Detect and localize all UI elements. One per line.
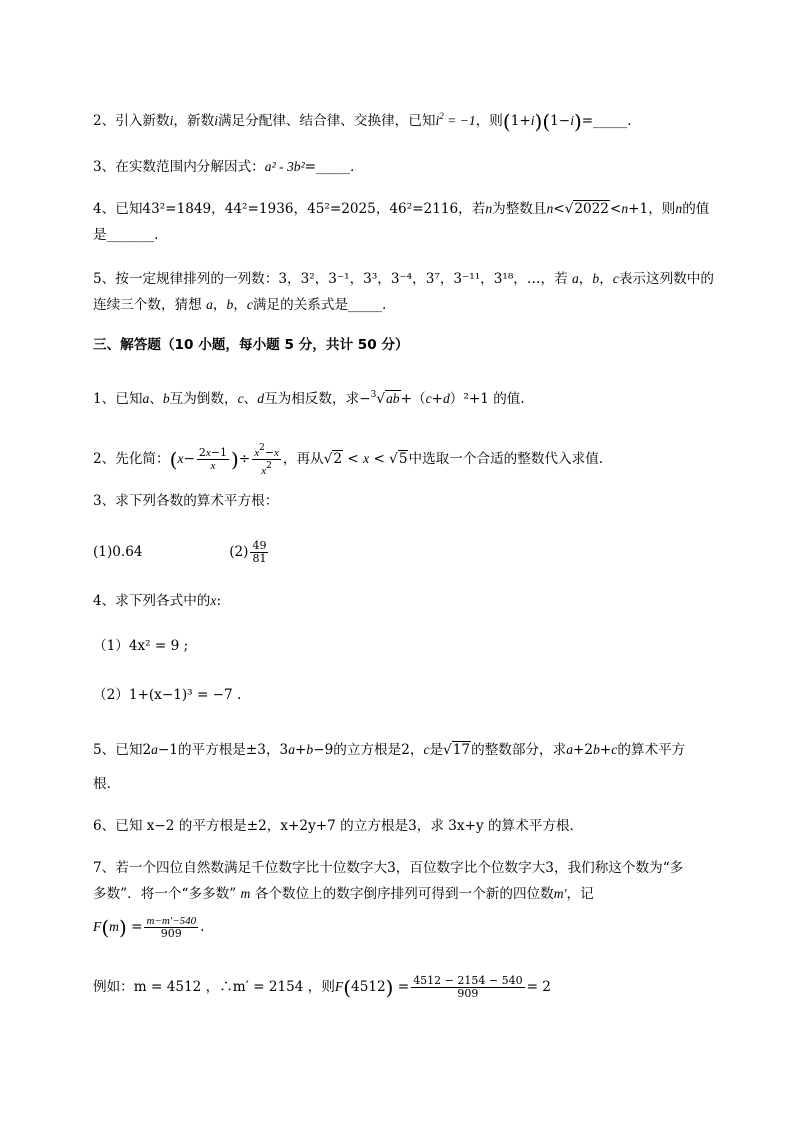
q3-expr: a² - 3b²: [264, 159, 305, 174]
cube-root-ab: −$^3$√ab: [359, 390, 400, 407]
q4-tail: +1，则: [628, 201, 676, 217]
solve-question-7-line2: [93, 885, 594, 903]
vars-abc-2: a: [206, 297, 213, 312]
s4-text: 4、求下列各式中的: [93, 593, 211, 609]
s5-expr2: 3a+b−9: [279, 742, 334, 758]
q4-lt: <: [553, 201, 565, 217]
s3-item2: (2): [229, 544, 249, 560]
s1-ab: a: [142, 391, 150, 406]
simplify-expr: (x− $\frac{2x-1}{x}$ )÷ $\frac{x^2-x}{x^2}$: [169, 443, 279, 477]
solve-question-3-items: [93, 540, 270, 565]
section-title: 三、解答题（10 小题，每小题 5 分，共计 50 分）: [93, 337, 409, 353]
var-i: i: [169, 113, 174, 128]
s5-d: 是: [429, 742, 444, 758]
s5-a: 5、已知: [93, 742, 143, 758]
f-4512: F: [334, 979, 344, 994]
s2-a: 2、先化简：: [93, 451, 170, 467]
q3-tail: =_____.: [304, 159, 355, 175]
q5-line2b: 满足的关系式是_____.: [252, 297, 387, 313]
sqrt-2022: √2022: [564, 201, 609, 217]
solve-question-6: 6、已知 x−2 的平方根是±2，x+2y+7 的立方根是3，求 3x+y 的算术平方根.: [93, 818, 574, 834]
solve-question-7-formula: F(m) = $\frac{m-m'-540}{909}$ .: [93, 915, 205, 940]
q2-mid2: 满足分配律、结合律、交换律，已知: [217, 113, 436, 129]
s1-cplusd: c: [425, 391, 432, 406]
q2-product: (1+i)(1−i): [502, 109, 582, 134]
s5-expr3: a+2b+c: [566, 742, 618, 758]
s5-expr1: 2a−1: [142, 742, 178, 758]
formula-fraction: $\frac{m-m'-540}{909}$: [146, 915, 197, 940]
var-n4: n: [675, 201, 683, 216]
sqrt-17: √17: [443, 742, 471, 758]
s1-cd: c: [237, 391, 244, 406]
q2-mid3: ，则: [475, 113, 503, 129]
s7-var-m: m: [240, 886, 251, 901]
q4-mid: 为整数且: [492, 201, 547, 217]
solve-question-1: 1、已知a、b互为倒数，c、d互为相反数，求−$^3$√ab+（c+d）²+1 的值.: [93, 390, 525, 407]
s1-e: ）²+1 的值.: [449, 391, 525, 407]
s7-line2a: 多数”．将一个“多多数”: [93, 886, 237, 902]
solve-question-5-line2: 根.: [93, 776, 111, 792]
fraction-49-81: $\frac{49}{81}$: [252, 539, 267, 565]
fill-question-3: [93, 158, 354, 176]
vars-abc: a: [572, 271, 579, 286]
fill-question-4-line2: 是_______.: [93, 227, 159, 243]
q2-tail: =_____.: [581, 113, 632, 129]
s1-c: 互为相反数，求: [264, 391, 360, 407]
range-expr: √2 < x < √5: [323, 451, 408, 467]
solve-question-4: [93, 592, 221, 610]
s2-b: ，再从: [282, 451, 324, 467]
var-i2: i: [214, 113, 218, 128]
s5-f: 的算术平方: [617, 742, 686, 758]
solve-question-5: [93, 741, 685, 759]
s1-d: +（: [400, 391, 426, 407]
f-of-m: F: [93, 919, 102, 934]
s4-colon: :: [216, 593, 222, 609]
q3-text: 3、在实数范围内分解因式：: [93, 159, 265, 175]
s4-var: x: [210, 593, 217, 608]
s7-var-mprime: m′: [553, 886, 567, 901]
s5-c: 的立方根是2，: [333, 742, 424, 758]
s5-b: 的平方根是±3，: [177, 742, 280, 758]
solve-question-3: 3、求下列各数的算术平方根：: [93, 493, 279, 509]
s5-var-c: c: [423, 742, 430, 757]
solve-question-4-item1: （1）4x² = 9 ;: [93, 638, 189, 654]
s1-b: 互为倒数，: [169, 391, 238, 407]
q4-lt2: <: [609, 201, 622, 217]
fill-question-5: 5、按一定规律排列的一列数：3，3²，3⁻¹，3³，3⁻⁴，3⁷，3⁻¹¹，3¹⁸，…，若 a，b，c表示这列数中的: [93, 271, 714, 287]
s7-line2c: ，记: [566, 886, 594, 902]
q2-mid1: ，新数: [173, 113, 215, 129]
s2-c: 中选取一个合适的整数代入求值.: [408, 451, 604, 467]
example-fraction: $\frac{4512 - 2154 - 540}{909}$: [413, 974, 523, 1000]
solve-question-4-item2: （2）1+(x−1)³ = −7 .: [93, 687, 242, 703]
var-n: n: [485, 201, 493, 216]
fill-question-5-line2: 连续三个数，猜想 a，b，c满足的关系式是_____.: [93, 297, 387, 313]
q2-text: 2、引入新数: [93, 113, 170, 129]
var-n3: n: [621, 201, 629, 216]
solve-question-2: [93, 442, 603, 477]
q4-line1: 4、已知43²=1849，44²=1936，45²=2025，46²=2116，若: [93, 201, 486, 217]
s7-example-tail: = 2: [526, 979, 551, 995]
s5-e: 的整数部分，求: [471, 742, 567, 758]
q5-line1a: 5、按一定规律排列的一列数：3，3²，3⁻¹，3³，3⁻⁴，3⁷，3⁻¹¹，3¹⁸，…，若: [93, 271, 568, 287]
s3-item1: (1)0.64: [93, 544, 143, 560]
solve-question-7-line1: 7、若一个四位自然数满足千位数字比十位数字大3，百位数字比个位数字大3，我们称这个数为“多: [93, 860, 684, 876]
fill-question-4: [93, 200, 709, 218]
solve-question-7-example: 例如：m = 4512 ，∴m′ = 2154 ，则F(4512) = $\frac{4512 - 2154 - 540}{909}$ = 2: [93, 974, 551, 1000]
s7-example-a: 例如：m = 4512 ，∴m′ = 2154 ，则: [93, 979, 335, 995]
s1-a: 1、已知: [93, 391, 143, 407]
q5-line2a: 连续三个数，猜想: [93, 297, 202, 313]
fill-question-2: [93, 107, 632, 134]
i-squared: $i^2 = -1$: [435, 111, 476, 128]
q5-line1b: 表示这列数中的: [618, 271, 714, 287]
s7-line2b: 各个数位上的数字倒序排列可得到一个新的四位数: [254, 886, 554, 902]
q4-tail2: 的值: [682, 201, 710, 217]
var-n2: n: [546, 201, 554, 216]
